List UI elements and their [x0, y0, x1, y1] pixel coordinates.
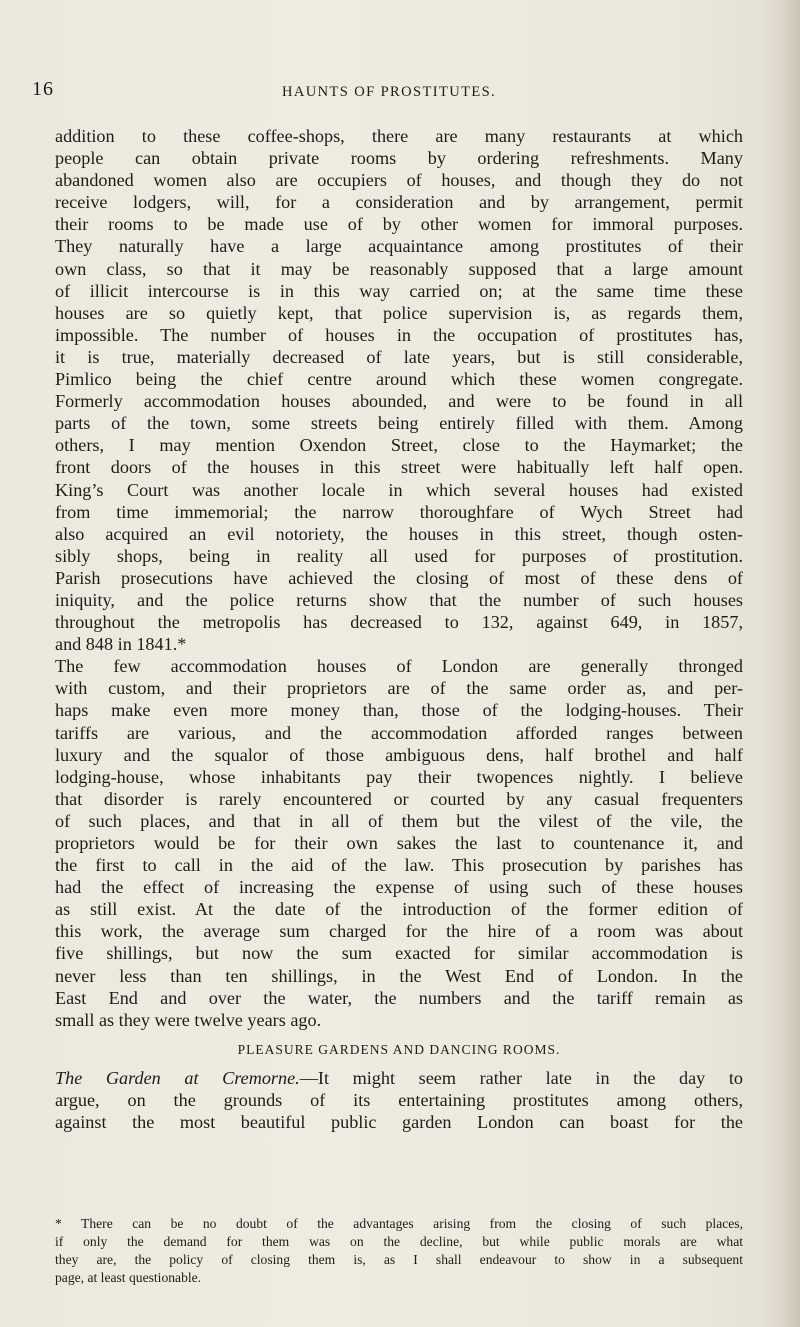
text-line: also acquired an evil notoriety, the houses in this street, though osten- — [55, 523, 743, 544]
page-header — [32, 78, 732, 108]
paragraph-2 — [55, 655, 743, 1031]
text-line: haps make even more money than, those of the lodging-houses. Their — [55, 700, 743, 721]
text-line: never less than ten shillings, in the West End of London. In the — [55, 965, 743, 986]
text-line: front doors of the houses in this street were habitually left half open. — [55, 457, 743, 478]
italic-lead: The Garden at Cremorne. — [55, 1067, 300, 1088]
text-line: the first to call in the aid of the law. This prosecution by parishes has — [55, 855, 743, 876]
footnote-line: if only the demand for them was on the decline, but while public morals are what — [55, 1234, 743, 1249]
text-line: King’s Court was another locale in which several houses had existed — [55, 479, 743, 500]
text-line — [55, 1067, 743, 1089]
text-line: with custom, and their proprietors are of the same order as, and per- — [55, 678, 743, 699]
text-line: Pimlico being the chief centre around which these women congregate. — [55, 369, 743, 390]
section-heading: PLEASURE GARDENS AND DANCING ROOMS. — [237, 1041, 561, 1057]
text-line: small as they were twelve years ago. — [55, 1009, 322, 1030]
text-line: their rooms to be made use of by other women for immoral purposes. — [55, 214, 743, 235]
text-line: of illicit intercourse is in this way carried on; at the same time these — [55, 280, 743, 301]
text-line: of such places, and that in all of them but the vilest of the vile, the — [55, 810, 743, 831]
text-line: against the most beautiful public garden London can boast for the — [55, 1112, 743, 1133]
text-line: this work, the average sum charged for the hire of a room was about — [55, 921, 743, 942]
text-line: receive lodgers, will, for a consideration and by arrangement, permit — [55, 192, 743, 213]
footnote — [55, 1215, 743, 1287]
text-line: houses are so quietly kept, that police supervision is, as regards them, — [55, 302, 743, 323]
text-line: Formerly accommodation houses abounded, and were to be found in all — [55, 391, 743, 412]
footnote-line: page, at least questionable. — [55, 1270, 202, 1285]
text-line: iniquity, and the police returns show that the number of such houses — [55, 589, 743, 610]
text-line: The few accommodation houses of London are generally thronged — [55, 656, 743, 677]
text-line: others, I may mention Oxendon Street, close to the Haymarket; the — [55, 435, 743, 456]
footnote-line: they are, the policy of closing them is, as I shall endeavour to show in a subsequent — [55, 1252, 743, 1267]
text-line: lodging-house, whose inhabitants pay their twopences nightly. I believe — [55, 766, 743, 787]
text-line: impossible. The number of houses in the occupation of prostitutes has, — [55, 324, 743, 345]
text-line: luxury and the squalor of those ambiguous dens, half brothel and half — [55, 744, 743, 765]
text-line: sibly shops, being in reality all used for purposes of prostitution. — [55, 545, 743, 566]
body-text — [55, 125, 743, 1133]
text-line: as still exist. At the date of the introduction of the former edition of — [55, 899, 743, 920]
text-line: argue, on the grounds of its entertaining prostitutes among others, — [55, 1089, 743, 1110]
text-line: parts of the town, some streets being entirely filled with them. Among — [55, 413, 743, 434]
text-line: it is true, materially decreased of late years, but is still considerable, — [55, 346, 743, 367]
text-line: had the effect of increasing the expense of using such of these houses — [55, 877, 743, 898]
running-head: HAUNTS OF PROSTITUTES. — [282, 84, 497, 100]
text-line: from time immemorial; the narrow thoroughfare of Wych Street had — [55, 501, 743, 522]
text-line: They naturally have a large acquaintance among prostitutes of their — [55, 236, 743, 257]
text-line: Parish prosecutions have achieved the closing of most of these dens of — [55, 567, 743, 588]
text-line: people can obtain private rooms by ordering refreshments. Many — [55, 148, 743, 169]
text-line: five shillings, but now the sum exacted for similar accommodation is — [55, 943, 743, 964]
paragraph-3 — [55, 1067, 743, 1133]
footnote-line: * There can be no doubt of the advantages arising from the closing of such places, — [55, 1216, 743, 1231]
text-line: abandoned women also are occupiers of houses, and though they do not — [55, 170, 743, 191]
page-number: 16 — [32, 78, 54, 100]
page-edge-shadow — [762, 0, 800, 1327]
text-line: addition to these coffee-shops, there are many restaurants at which — [55, 126, 743, 146]
text-line: throughout the metropolis has decreased to 132, against 649, in 1857, — [55, 612, 743, 633]
text-line: East End and over the water, the numbers and the tariff remain as — [55, 987, 743, 1008]
text-line: proprietors would be for their own sakes the last to countenance it, and — [55, 833, 743, 853]
text-line: own class, so that it may be reasonably supposed that a large amount — [55, 258, 743, 279]
text-line: and 848 in 1841.* — [55, 634, 187, 655]
paragraph-1 — [55, 125, 743, 655]
text-line: that disorder is rarely encountered or courted by any casual frequenters — [55, 788, 743, 809]
text-line: tariffs are various, and the accommodation afforded ranges between — [55, 722, 743, 743]
first-line-rest: —It might seem rather late in the day to — [299, 1067, 743, 1088]
